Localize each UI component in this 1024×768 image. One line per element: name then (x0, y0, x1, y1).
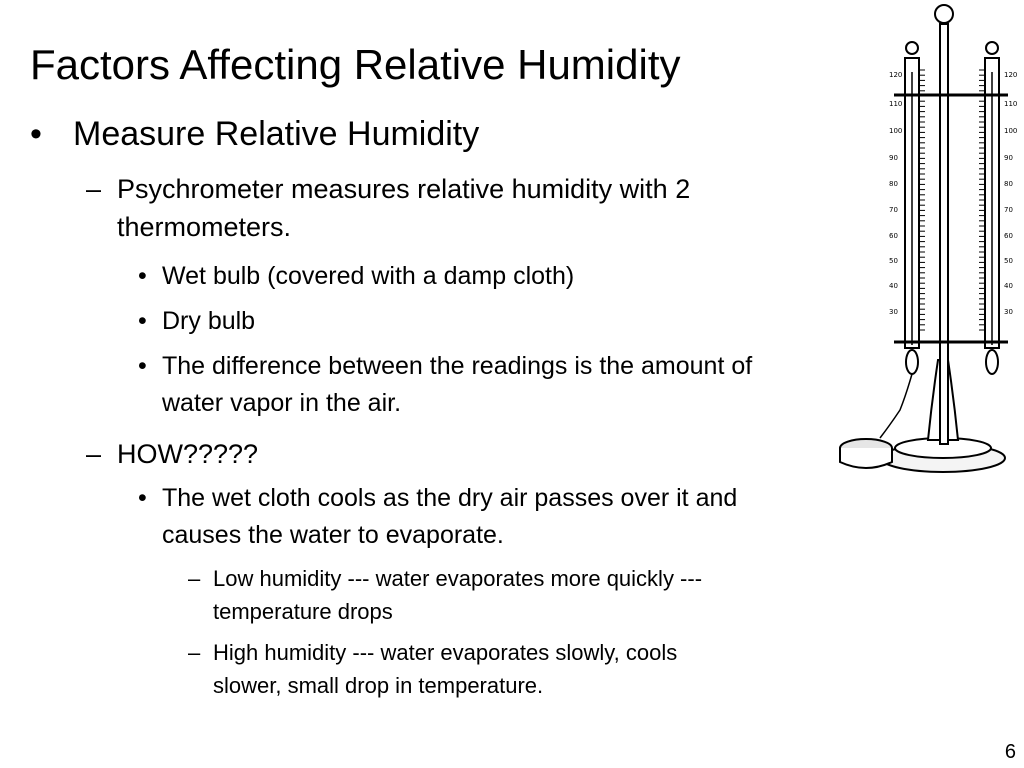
page-number: 6 (1004, 741, 1016, 763)
scale-label: 40 (1004, 282, 1013, 290)
scale-label: 50 (889, 257, 898, 265)
subsubbullet-wet-bulb (138, 258, 574, 295)
scale-label: 30 (889, 308, 898, 316)
scale-label: 100 (1004, 127, 1018, 135)
dash-marker: – (86, 174, 102, 204)
subbullet-how (86, 435, 258, 473)
bullet-measure-rh (30, 114, 479, 154)
subsubbullet-text-cont: water vapor in the air. (162, 389, 402, 417)
bullet-marker: • (138, 262, 147, 290)
scale-label: 120 (889, 71, 903, 79)
scale-label: 40 (889, 282, 898, 290)
subsubbullet-difference (138, 348, 752, 422)
subbullet-text: HOW????? (117, 439, 259, 469)
bullet-marker: • (138, 484, 147, 512)
scale-label: 30 (1004, 308, 1013, 316)
subsubbullet-text: The wet cloth cools as the dry air passes over it and (162, 484, 738, 512)
scale-label: 80 (889, 180, 898, 188)
subbullet-psychrometer (86, 170, 690, 246)
subsubbullet-wet-cloth (138, 480, 737, 554)
level4-text: Low humidity --- water evaporates more quickly --- (213, 566, 703, 591)
scale-label: 80 (1004, 180, 1013, 188)
scale-label: 120 (1004, 71, 1018, 79)
scale-label: 70 (889, 206, 898, 214)
scale-label: 60 (889, 232, 898, 240)
subsubbullet-text: Wet bulb (covered with a damp cloth) (162, 262, 575, 290)
bullet-marker: • (138, 352, 147, 380)
level4-text-cont: slower, small drop in temperature. (213, 673, 544, 698)
subsubbullet-dry-bulb (138, 303, 255, 340)
level4-high-humidity (188, 636, 677, 702)
bullet-marker: • (30, 115, 42, 153)
scale-label: 50 (1004, 257, 1013, 265)
subsubbullet-text: The difference between the readings is the amount of (162, 352, 753, 380)
scale-label: 90 (889, 154, 898, 162)
level4-low-humidity (188, 562, 702, 628)
bullet-marker: • (138, 307, 147, 335)
psychrometer-illustration (826, 0, 1024, 490)
bullet-text: Measure Relative Humidity (73, 115, 480, 153)
subsubbullet-text-cont: causes the water to evaporate. (162, 521, 504, 549)
scale-label: 100 (889, 127, 903, 135)
level4-text: High humidity --- water evaporates slowly, cools (213, 640, 678, 665)
dash-marker: – (188, 566, 201, 591)
scale-label: 90 (1004, 154, 1013, 162)
subbullet-text: Psychrometer measures relative humidity with 2 (117, 174, 691, 204)
dash-marker: – (86, 439, 102, 469)
subsubbullet-text: Dry bulb (162, 307, 256, 335)
subbullet-text-cont: thermometers. (117, 212, 292, 242)
level4-text-cont: temperature drops (213, 599, 393, 624)
slide-title: Factors Affecting Relative Humidity (30, 41, 681, 88)
scale-label: 110 (1004, 100, 1018, 108)
dash-marker: – (188, 640, 201, 665)
scale-label: 60 (1004, 232, 1013, 240)
scale-label: 110 (889, 100, 903, 108)
scale-label: 70 (1004, 206, 1013, 214)
